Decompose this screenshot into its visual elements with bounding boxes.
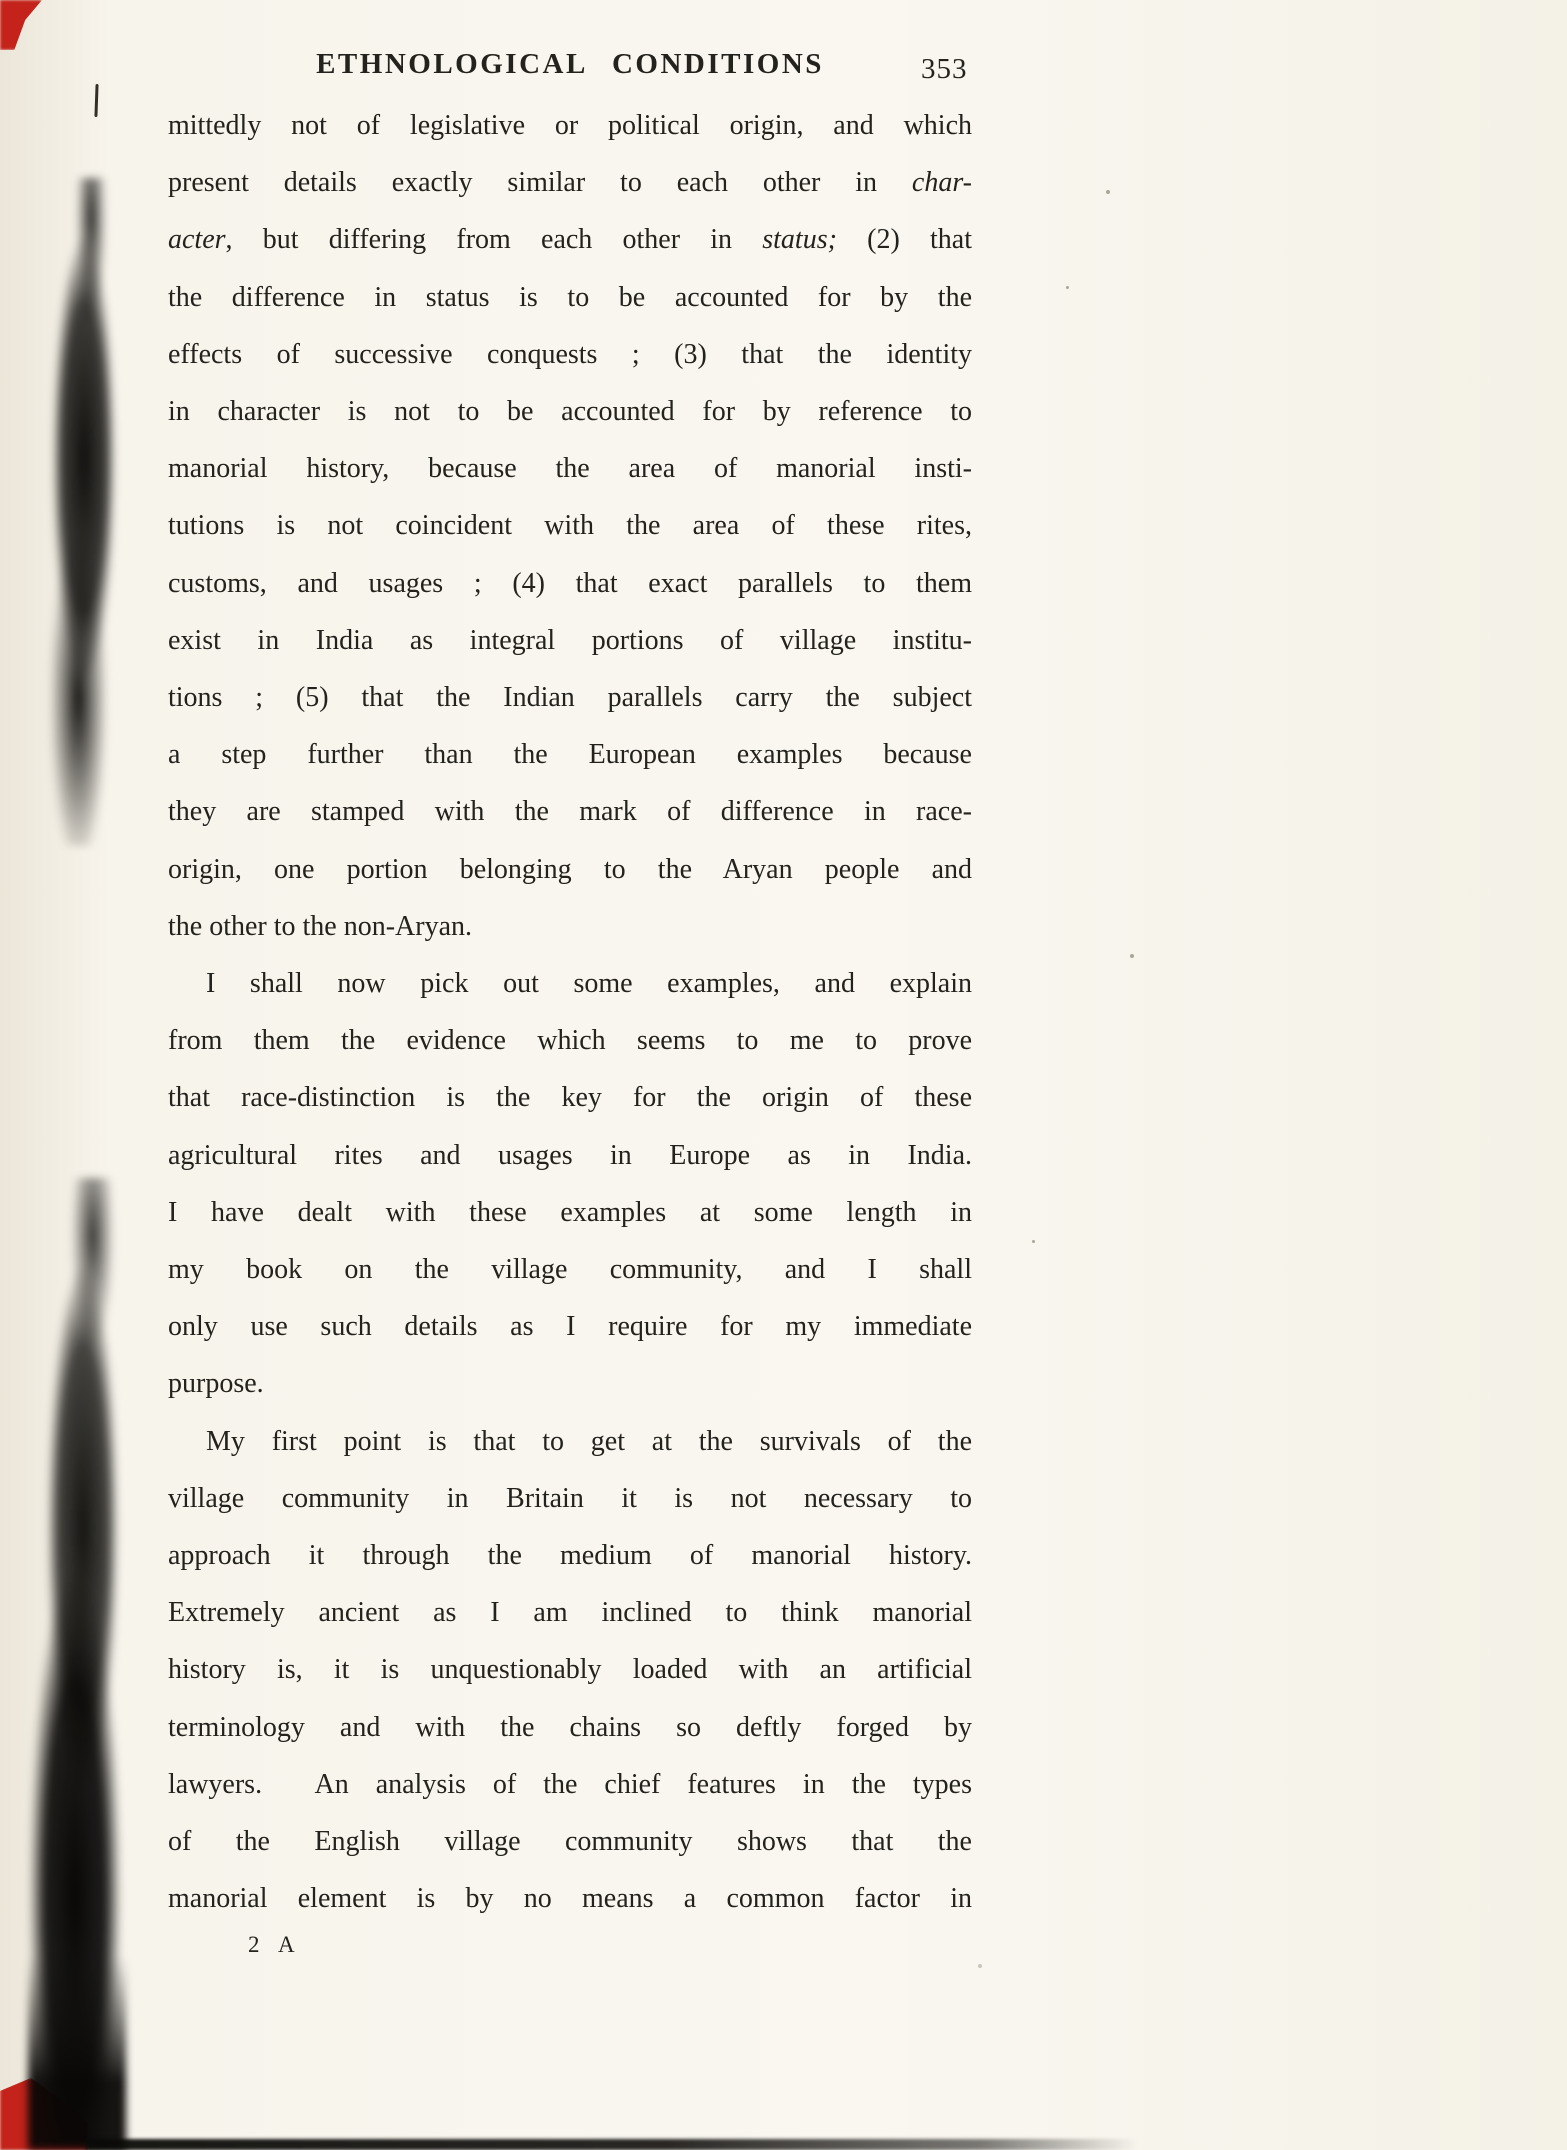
paragraph <box>168 1413 972 1928</box>
text-segment: in character is not to be accounted for by reference to <box>168 396 972 428</box>
italic-text: status; <box>762 224 837 256</box>
text-line <box>168 898 972 955</box>
text-segment: only use such details as I require for my immediate <box>168 1311 972 1343</box>
text-segment: agricultural rites and usages in Europe as in India. <box>168 1139 972 1171</box>
text-segment: , but differing from each other in <box>225 224 763 256</box>
text-segment: lawyers. An analysis of the chief features in the types <box>168 1768 972 1800</box>
text-segment: customs, and usages ; (4) that exact parallels to them <box>168 567 972 599</box>
text-line <box>168 269 972 326</box>
text-line <box>168 497 972 554</box>
text-line <box>168 1870 972 1927</box>
text-segment: village community in Britain it is not necessary to <box>168 1482 972 1514</box>
text-segment: (2) that <box>836 224 972 256</box>
italic-text: acter <box>168 224 226 256</box>
dust-speck <box>978 1964 982 1968</box>
text-line <box>168 1127 972 1184</box>
text-segment: my book on the village community, and I shall <box>168 1254 972 1286</box>
page-edge-shadow <box>86 2139 1138 2150</box>
red-cover-corner-top <box>0 0 42 50</box>
text-segment: tions ; (5) that the Indian parallels carry the subject <box>168 682 972 714</box>
text-segment: exist in India as integral portions of village institu- <box>168 624 972 656</box>
text-line <box>168 97 972 154</box>
dust-speck <box>1066 286 1069 289</box>
text-segment: I have dealt with these examples at some length in <box>168 1196 972 1228</box>
text-segment: of the English village community shows that the <box>168 1826 972 1858</box>
text-segment: approach it through the medium of manorial history. <box>168 1540 972 1572</box>
dust-speck <box>1106 190 1110 194</box>
text-segment: origin, one portion belonging to the Aryan people and <box>168 853 972 885</box>
text-line <box>168 1699 972 1756</box>
text-segment: My first point is that to get at the survivals of the <box>206 1425 972 1457</box>
text-segment: I shall now pick out some examples, and explain <box>206 968 972 1000</box>
text-line <box>168 955 972 1012</box>
page-number: 353 <box>921 53 968 85</box>
paragraph <box>168 955 972 1413</box>
text-line <box>168 1355 972 1412</box>
text-segment: purpose. <box>168 1368 264 1400</box>
binding-shadow-lower <box>28 1178 126 2150</box>
text-segment: present details exactly similar to each other in <box>168 167 912 199</box>
text-line <box>168 1756 972 1813</box>
text-segment: the difference in status is to be accounted for by the <box>168 281 972 313</box>
text-line <box>168 783 972 840</box>
text-line <box>168 1584 972 1641</box>
text-line <box>168 555 972 612</box>
text-line <box>168 1012 972 1069</box>
paragraph <box>168 97 972 955</box>
text-segment: terminology and with the chains so deftly forged by <box>168 1711 972 1743</box>
text-line <box>168 440 972 497</box>
text-line <box>168 841 972 898</box>
text-segment: mittedly not of legislative or political origin, and which <box>168 110 972 141</box>
text-segment: history is, it is unquestionably loaded with an artificial <box>168 1654 972 1686</box>
signature-mark: 2 A <box>248 1932 302 1957</box>
text-segment: manorial element is by no means a common factor in <box>168 1883 972 1915</box>
ink-mark <box>94 84 98 117</box>
text-line <box>168 326 972 383</box>
text-line <box>168 1813 972 1870</box>
italic-text: char- <box>911 167 972 199</box>
text-line <box>168 726 972 783</box>
text-segment: manorial history, because the area of manorial insti- <box>168 453 972 485</box>
body-text <box>168 97 972 1928</box>
text-line <box>168 211 972 268</box>
text-line <box>168 1413 972 1470</box>
text-line <box>168 669 972 726</box>
text-segment: effects of successive conquests ; (3) that the identity <box>168 338 972 370</box>
text-segment: a step further than the European examples because <box>168 739 972 771</box>
dust-speck <box>1032 1240 1035 1243</box>
text-line <box>168 1641 972 1698</box>
text-segment: tutions is not coincident with the area of these rites, <box>168 510 972 542</box>
running-header-title: ETHNOLOGICAL CONDITIONS <box>316 48 824 80</box>
text-segment: that race-distinction is the key for the origin of these <box>168 1082 972 1114</box>
text-line <box>168 1298 972 1355</box>
text-segment: Extremely ancient as I am inclined to think manorial <box>168 1597 972 1629</box>
text-segment: the other to the non-Aryan. <box>168 910 473 942</box>
text-line <box>168 1527 972 1584</box>
text-line <box>168 1184 972 1241</box>
text-line <box>168 1470 972 1527</box>
text-segment: from them the evidence which seems to me to prove <box>168 1025 972 1057</box>
text-segment: they are stamped with the mark of difference in race- <box>168 796 972 828</box>
binding-shadow-upper <box>40 178 120 846</box>
text-line <box>168 383 972 440</box>
text-line <box>168 1069 972 1126</box>
text-line <box>168 612 972 669</box>
text-line <box>168 154 972 211</box>
text-line <box>168 1241 972 1298</box>
dust-speck <box>1130 954 1134 958</box>
